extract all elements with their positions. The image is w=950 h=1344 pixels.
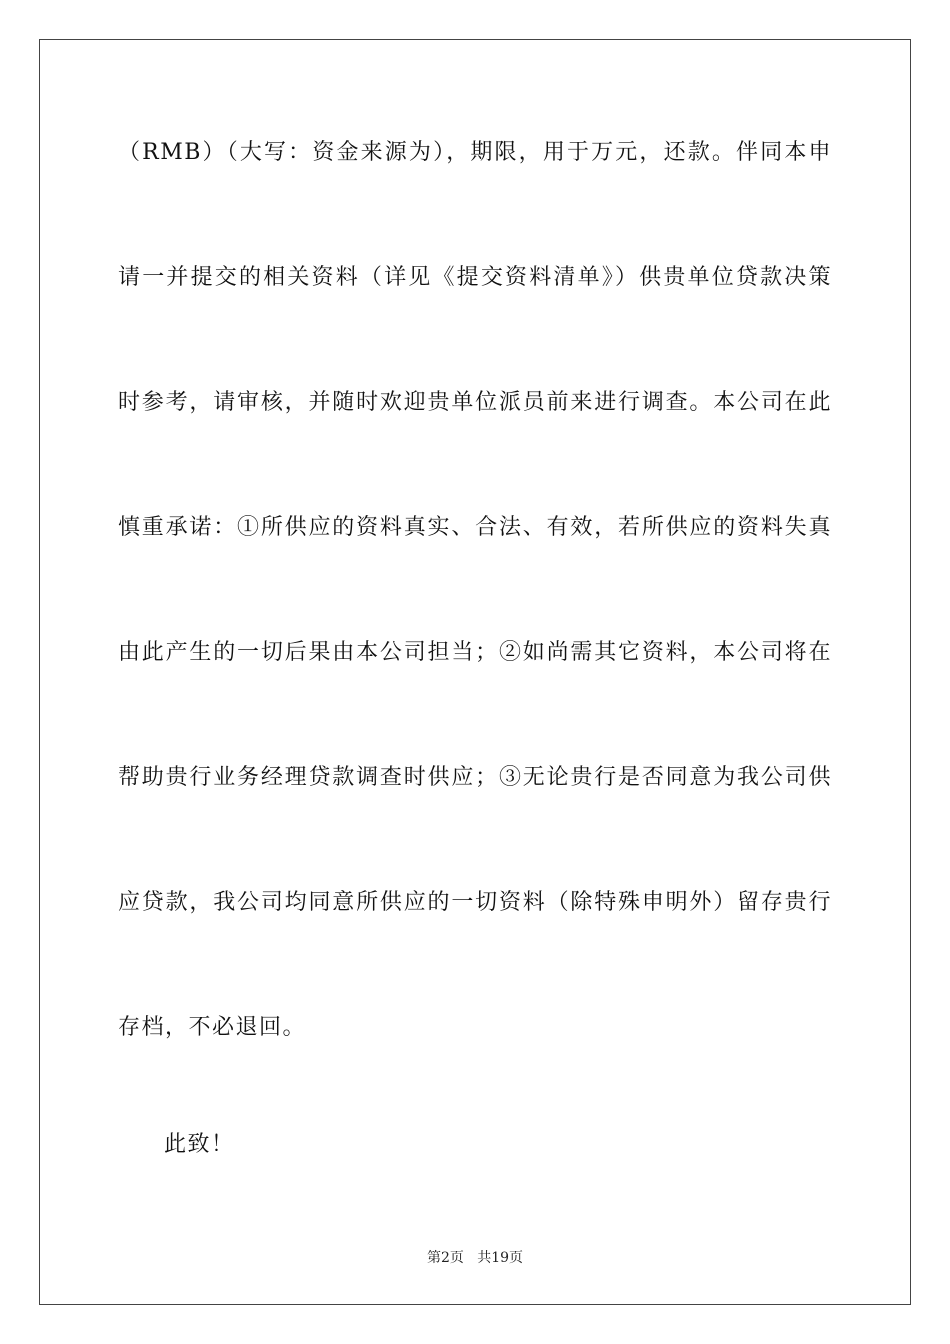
- body-line-2: 请一并提交的相关资料（详见《提交资料清单》）供贵单位贷款决策: [118, 265, 832, 290]
- closing-salutation: 此致！: [164, 1132, 235, 1157]
- document-body: [118, 125, 832, 1125]
- body-line-1: （RMB）（大写：资金来源为），期限，用于万元，还款。伴同本申: [118, 140, 832, 165]
- body-line-8: 存档，不必退回。: [118, 1015, 307, 1040]
- body-line-6: 帮助贵行业务经理贷款调查时供应；③无论贵行是否同意为我公司供: [118, 765, 832, 790]
- body-line-3: 时参考，请审核，并随时欢迎贵单位派员前来进行调查。本公司在此: [118, 390, 832, 415]
- page-number-footer: 第2页 共19页: [426, 1250, 524, 1266]
- body-line-4: 慎重承诺：①所供应的资料真实、合法、有效，若所供应的资料失真: [118, 515, 832, 540]
- body-line-5: 由此产生的一切后果由本公司担当；②如尚需其它资料，本公司将在: [118, 640, 832, 665]
- body-line-7: 应贷款，我公司均同意所供应的一切资料（除特殊申明外）留存贵行: [118, 890, 832, 915]
